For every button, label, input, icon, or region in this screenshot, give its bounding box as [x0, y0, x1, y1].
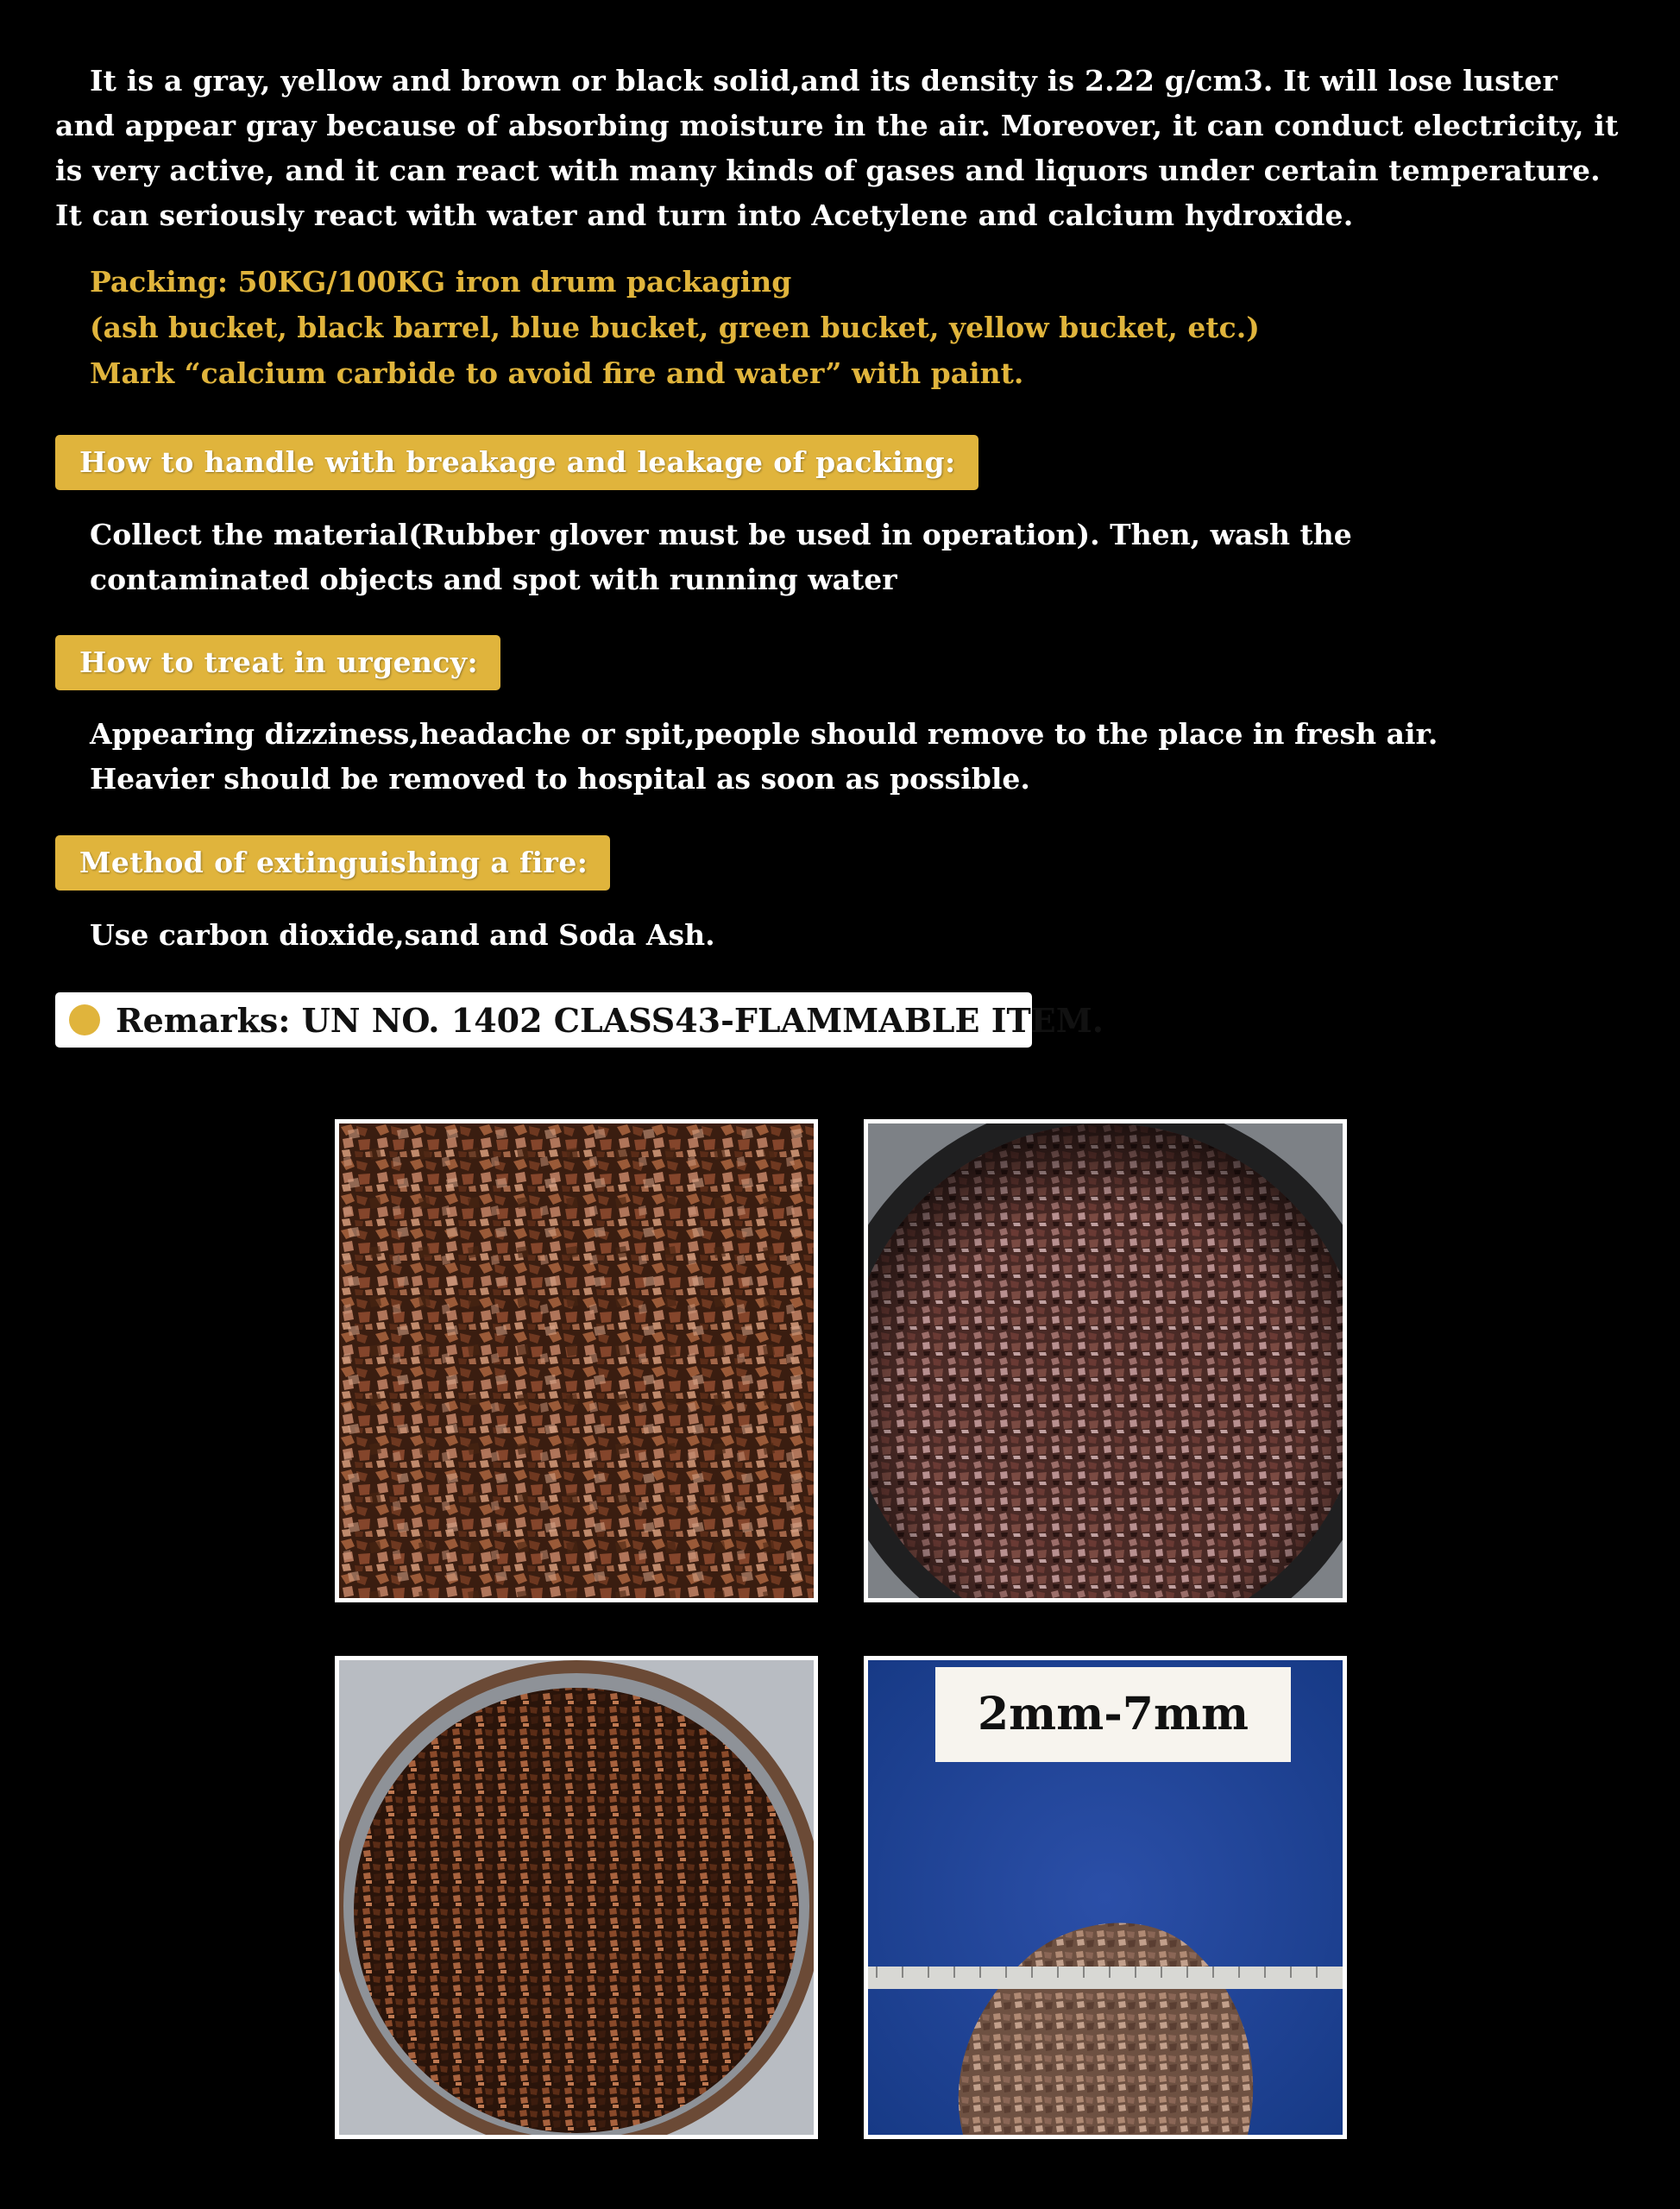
packing-line-3: Mark “calcium carbide to avoid fire and water” with paint.: [90, 356, 1024, 390]
paragraph-breakage-leakage: Collect the material(Rubber glover must be used in operation). Then, wash the contaminated objects and spot with running water: [90, 518, 1352, 596]
remarks-text: Remarks: UN NO. 1402 CLASS43-FLAMMABLE ITEM.: [116, 1000, 1104, 1040]
photo-granules-size: [864, 1656, 1347, 2139]
packing-line-2: (ash bucket, black barrel, blue bucket, green bucket, yellow bucket, etc.): [90, 311, 1260, 344]
paragraph-urgency: Appearing dizziness,headache or spit,people should remove to the place in fresh air. Heavier should be removed to hospital as soon as possible.: [90, 717, 1438, 796]
packing-line-1: Packing: 50KG/100KG iron drum packaging: [90, 265, 792, 299]
bullet-dot-icon: [69, 1004, 100, 1035]
heading-urgency: How to treat in urgency:: [55, 635, 500, 690]
intro-paragraph: It is a gray, yellow and brown or black solid,and its density is 2.22 g/cm3. It will lose luster and appear gray because of absorbing moisture in the air. Moreover, it can conduct electricity, it is very active, and it can react with many kinds of gases and liquors under certain temperature. It can seriously react with water and turn into Acetylene and calcium hydroxide.: [55, 64, 1619, 232]
paragraph-fire-extinguishing: Use carbon dioxide,sand and Soda Ash.: [90, 918, 715, 952]
photo-granules-pan: [335, 1656, 818, 2139]
heading-breakage-leakage: How to handle with breakage and leakage of packing:: [55, 435, 978, 490]
heading-fire-extinguishing: Method of extinguishing a fire:: [55, 835, 610, 891]
remarks-banner: [55, 992, 1104, 1048]
photo-granules-bowl: [864, 1119, 1347, 1602]
size-label: 2mm-7mm: [935, 1667, 1291, 1762]
packing-info: [90, 259, 1260, 396]
photo-granules-closeup: [335, 1119, 818, 1602]
